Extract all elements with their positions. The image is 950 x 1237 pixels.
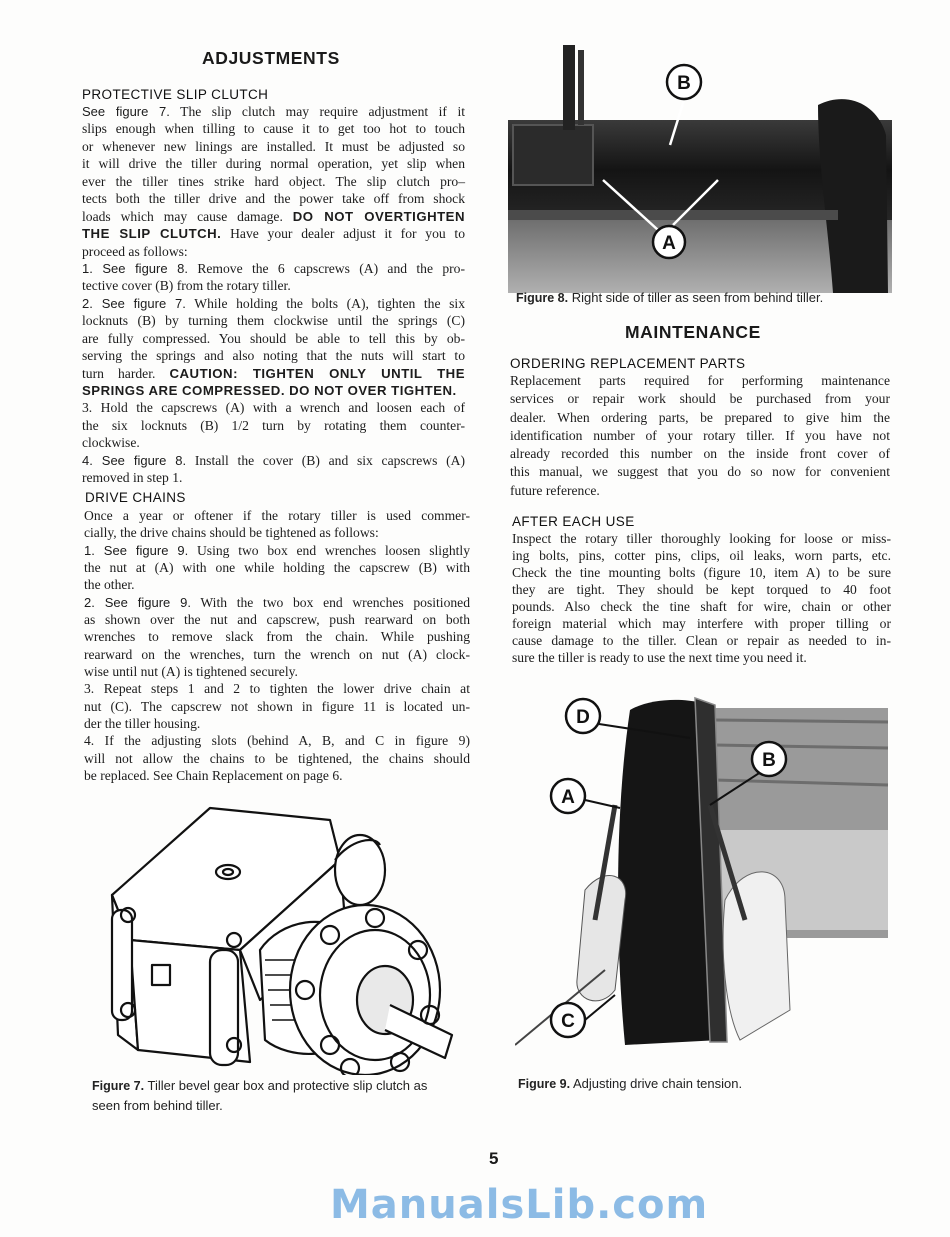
text-line (84, 680, 470, 697)
text-segment: Inspect the rotary tiller thoroughly looking for loose or miss- (512, 531, 891, 546)
text-line (82, 330, 465, 347)
text-line (84, 663, 470, 680)
text-line (510, 482, 890, 500)
figure-9-callout-d: D (576, 707, 590, 728)
text-line (512, 632, 891, 649)
text-segment: pounds. Also check the tine shaft for wire, chain or other (512, 599, 891, 615)
text-line (82, 190, 465, 207)
text-segment: 2. See figure 9. (84, 594, 191, 610)
text-segment: as shown over the nut and capscrew, push rearward on both (84, 612, 470, 628)
text-line (82, 417, 465, 434)
text-segment: slips enough when tilling to cause it to get too hot to touch (82, 121, 465, 137)
text-segment: 4. If the adjusting slots (behind A, B, and C in figure 9) (84, 733, 470, 749)
text-segment: future reference. (510, 482, 600, 498)
text-segment: already recorded this number on the inside front cover of (510, 446, 890, 462)
warning-text: SPRINGS ARE COMPRESSED. DO NOT OVER TIGHTEN. (82, 383, 457, 398)
section-title-maintenance: MAINTENANCE (625, 322, 761, 342)
text-line (82, 434, 465, 451)
text-line (82, 312, 465, 329)
text-segment: 2. See figure 7. (82, 295, 186, 311)
text-line (512, 564, 891, 581)
text-segment: be replaced. See Chain Replacement on page 6. (84, 768, 343, 784)
text-segment: services or repair work should be purchased from your (510, 391, 890, 407)
text-segment: cause damage to the tiller. Clean or repair as needed to in- (512, 633, 891, 649)
text-segment: removed in step 1. (82, 470, 183, 486)
text-segment: With the two box end wrenches positioned (190, 594, 470, 610)
heading-ordering-replacement-parts: ORDERING REPLACEMENT PARTS (510, 356, 746, 371)
text-line (512, 530, 891, 547)
text-segment: Once a year or oftener if the rotary tiller is used commer- (84, 508, 470, 523)
text-line (84, 611, 470, 628)
text-segment: are fully compressed. You should be able to tell this by ob- (82, 330, 465, 346)
text-segment: it will drive the tiller during normal operation, yet slip when (82, 156, 465, 172)
figure-7-gearbox-drawing (100, 800, 460, 1075)
text-line (84, 594, 470, 611)
figure-9-label: Figure 9. (518, 1077, 571, 1091)
text-segment: loads which may cause damage. (82, 208, 293, 224)
text-segment: Check the tine mounting bolts (figure 10, item A) to be sure (512, 565, 891, 581)
text-segment: Remove the 6 capscrews (A) and the pro- (187, 260, 465, 276)
text-line (510, 445, 890, 463)
text-segment: serving the springs and also noting that the nuts will start to (82, 348, 465, 364)
heading-drive-chains: DRIVE CHAINS (85, 490, 186, 505)
figure-7-caption (92, 1078, 427, 1093)
figure-7-label: Figure 7. (92, 1079, 145, 1093)
text-line (84, 576, 470, 593)
heading-protective-slip-clutch: PROTECTIVE SLIP CLUTCH (82, 87, 269, 102)
text-line (82, 208, 465, 225)
figure-8-tiller-photo (508, 45, 892, 293)
ordering-parts-text (510, 372, 890, 500)
text-line (84, 732, 470, 749)
text-line (510, 390, 890, 408)
text-segment: proceed as follows: (82, 243, 188, 259)
drive-chains-text (84, 507, 470, 785)
text-segment: tective cover (B) from the rotary tiller. (82, 278, 291, 294)
text-line (82, 277, 465, 294)
text-line (510, 427, 890, 445)
text-line (84, 646, 470, 663)
text-segment: Replacement parts required for performing maintenance (510, 373, 890, 388)
text-segment: ever the tiller tines strike hard object. The slip clutch pro– (82, 173, 465, 189)
text-segment: Using two box end wrenches loosen slightly (188, 542, 470, 558)
text-segment: locknuts (B) by turning them clockwise until the springs (C) (82, 313, 465, 329)
after-each-use-text (512, 530, 891, 666)
text-line (512, 547, 891, 564)
text-segment: they are tight. They should be kept torqued to 40 foot (512, 582, 891, 598)
text-line (84, 542, 470, 559)
warning-text: THE SLIP CLUTCH. (82, 226, 222, 242)
text-segment: wise until nut (A) is tightened securely. (84, 664, 298, 680)
text-line (84, 559, 470, 576)
text-segment: or whenever new linings are installed. It must be adjusted so (82, 138, 465, 154)
text-segment: Have your dealer adjust it for you to (221, 226, 465, 242)
text-line (510, 409, 890, 427)
figure-8-caption (516, 290, 823, 305)
warning-text: DO NOT OVERTIGHTEN (292, 208, 465, 224)
text-segment: this manual, we suggest that you do so now for convenient (510, 464, 890, 480)
text-segment: turn harder. (82, 365, 170, 381)
text-segment: the other. (84, 577, 135, 593)
text-line (82, 469, 465, 486)
text-line (82, 138, 465, 155)
text-line (84, 507, 470, 524)
warning-text: CAUTION: TIGHTEN ONLY UNTIL THE (169, 365, 465, 381)
text-line (82, 452, 465, 469)
text-line (82, 225, 465, 242)
text-segment: rearward on the wrenches, turn the wrench on nut (A) clock- (84, 646, 470, 662)
text-segment: tects both the tiller drive and the power take off from shock (82, 191, 465, 207)
text-segment: wrenches to remove slack from the chain. While pushing (84, 629, 470, 645)
section-title-adjustments: ADJUSTMENTS (202, 48, 340, 68)
text-segment: dealer. When ordering parts, be prepared to give him the (510, 409, 890, 425)
text-segment: identification number of your rotary tiller. If you have not (510, 427, 890, 443)
text-line (84, 524, 470, 541)
text-segment: the six locknuts (B) 1/2 turn by rotating them counter- (82, 417, 465, 433)
figure-8-callout-a: A (662, 233, 676, 254)
text-segment: Install the cover (B) and six capscrews (A) (186, 452, 465, 468)
text-line (84, 715, 470, 732)
text-line (512, 598, 891, 615)
figure-8-callout-b: B (677, 73, 691, 94)
text-line (84, 767, 470, 784)
figure-7-caption-line2: seen from behind tiller. (92, 1098, 223, 1113)
text-segment: ing bolts, pins, cotter pins, clips, oil leaks, worn parts, etc. (512, 548, 891, 564)
text-line (82, 382, 465, 399)
text-line (84, 628, 470, 645)
text-line (82, 295, 465, 312)
text-segment: clockwise. (82, 435, 140, 451)
figure-9-callout-b: B (762, 750, 776, 771)
text-segment: nut (C). The capscrew not shown in figure 11 is located un- (84, 698, 470, 714)
figure-9-chain-adjust-photo (515, 690, 890, 1050)
text-segment: 3. Hold the capscrews (A) with a wrench and loosen each of (82, 400, 465, 416)
text-line (84, 698, 470, 715)
slip-clutch-text (82, 103, 465, 487)
text-line (82, 120, 465, 137)
text-line (84, 750, 470, 767)
text-segment: 3. Repeat steps 1 and 2 to tighten the lower drive chain at (84, 681, 470, 697)
text-segment: will not allow the chains to be tightened, the chains should (84, 750, 470, 766)
text-line (82, 103, 465, 120)
text-line (510, 372, 890, 390)
text-line (82, 243, 465, 260)
text-segment: der the tiller housing. (84, 716, 201, 732)
figure-9-caption-text: Adjusting drive chain tension. (573, 1076, 743, 1091)
figure-8-label: Figure 8. (516, 291, 569, 305)
text-segment: foreign material which may interfere with proper tilling or (512, 616, 891, 632)
text-segment: the nut at (A) with one while holding the capscrew (B) with (84, 560, 470, 576)
page-number: 5 (489, 1149, 499, 1168)
manualslib-watermark: ManualsLib.com (330, 1182, 709, 1228)
figure-7-caption-line1: Tiller bevel gear box and protective slip clutch as (147, 1078, 428, 1093)
figure-9-caption (518, 1076, 742, 1091)
text-line (510, 463, 890, 481)
text-line (82, 155, 465, 172)
text-segment: See figure 7. (82, 104, 170, 119)
text-line (512, 649, 891, 666)
text-segment: sure the tiller is ready to use the next time you need it. (512, 650, 807, 666)
text-line (82, 347, 465, 364)
text-line (82, 399, 465, 416)
figure-9-callout-a: A (561, 787, 575, 808)
text-line (512, 615, 891, 632)
text-segment: The slip clutch may require adjustment if it (169, 104, 465, 119)
text-segment: 1. See figure 9. (84, 542, 189, 558)
text-segment: cially, the drive chains should be tightened as follows: (84, 525, 379, 541)
figure-8-caption-text: Right side of tiller as seen from behind tiller. (571, 290, 824, 305)
text-line (82, 173, 465, 190)
text-line (82, 260, 465, 277)
heading-after-each-use: AFTER EACH USE (512, 514, 635, 529)
text-segment: 4. See figure 8. (82, 452, 187, 468)
figure-9-callout-c: C (561, 1011, 575, 1032)
text-line (82, 365, 465, 382)
text-segment: While holding the bolts (A), tighten the six (185, 295, 466, 311)
text-segment: 1. See figure 8. (82, 260, 188, 276)
text-line (512, 581, 891, 598)
